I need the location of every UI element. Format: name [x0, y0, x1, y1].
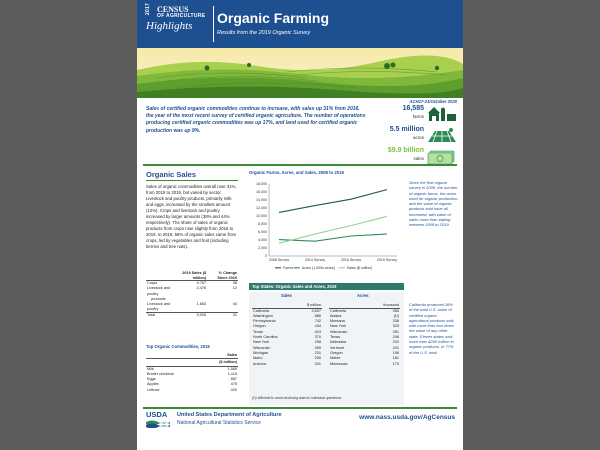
x-tick-label: 2014 Survey	[304, 258, 326, 262]
footer-divider	[143, 407, 457, 409]
table-header: ($ million)	[200, 359, 238, 366]
table-header	[146, 271, 177, 281]
top-states-acres-table	[329, 303, 400, 367]
chart-title: Organic Farms, Acres, and Sales, 2008 to 2019	[249, 170, 344, 175]
key-stats	[387, 104, 459, 167]
document-id: ACH17-21/October 2020	[409, 99, 457, 104]
y-tick-label: 4,000	[258, 238, 267, 243]
organic-sales-heading: Organic Sales	[146, 170, 197, 179]
state-name: Michigan	[253, 350, 269, 355]
state-value: 3,597	[311, 308, 321, 313]
state-name: Nebraska	[330, 340, 347, 345]
farm-landscape-banner	[137, 48, 463, 98]
state-name: New York	[253, 340, 270, 345]
state-value: 269	[314, 345, 321, 350]
logo-year: 2017	[145, 3, 151, 15]
california-note: California produced 36% of the total U.S. value of certified organic agricultural products sold, with more than four times the value of any other state. Eleven states sold more than $200 million in organic products, or 77% of the U.S. total.	[409, 302, 455, 355]
legend-label: Farms	[283, 266, 294, 270]
state-name: Arizona	[253, 361, 266, 366]
state-value: 323	[392, 324, 399, 329]
legend-label: Sales ($ million)	[346, 266, 373, 270]
table-cell: 1,585	[227, 366, 237, 371]
nass-name: National Agricultural Statistics Service	[177, 420, 261, 426]
table-row	[252, 362, 322, 367]
table-cell: Eggs	[147, 377, 156, 382]
y-tick-label: 16,000	[256, 190, 267, 195]
state-name: Vermont	[330, 345, 345, 350]
state-name: Oregon	[330, 350, 343, 355]
usda-agency-name: United States Department of Agriculture	[177, 412, 282, 418]
legend-label: Acres (1,000s acres)	[301, 266, 335, 270]
table-cell: Apples	[147, 382, 159, 387]
y-tick-label: 14,000	[256, 198, 267, 203]
table-cell: 1,663	[196, 302, 207, 306]
stat-value: $9.9 billion	[387, 147, 424, 154]
census-url-link[interactable]: www.nass.usda.gov/AgCensus	[359, 414, 455, 421]
page-subtitle: Results from the 2019 Organic Survey	[217, 30, 311, 36]
state-value: 434	[314, 324, 321, 329]
header-bar	[137, 0, 463, 48]
state-name: Oregon	[253, 324, 266, 329]
table-header: thousand	[366, 303, 400, 308]
x-tick-label: 2016 Survey	[340, 258, 362, 262]
state-value: 965	[392, 308, 399, 313]
table-cell: 9,926	[177, 313, 207, 319]
state-name: Minnesota	[330, 361, 348, 366]
state-value: 231	[314, 350, 321, 355]
page-title: Organic Farming	[217, 10, 330, 26]
stat-unit: farms	[412, 114, 424, 119]
top-commodities-table	[146, 352, 238, 393]
usda-logo-text: USDA	[146, 410, 168, 419]
farm-icon	[427, 106, 457, 122]
acres-column-heading: Acres	[357, 293, 369, 298]
state-name: North Carolina	[253, 335, 278, 340]
stat-unit: sales	[413, 156, 424, 161]
state-value: 181	[392, 356, 399, 361]
money-icon	[427, 148, 457, 164]
chart-note: Since the first organic survey in 2008, the number of organic farms, the acres used for organic production, and the value of organic products sold have all increased, with value of sales more than tripling between 2008 to 2019.	[409, 180, 459, 228]
heading-underline	[146, 180, 238, 181]
farms-acres-sales-line-chart	[247, 178, 405, 274]
table-header: Sales	[200, 352, 238, 359]
state-value: 246	[392, 335, 399, 340]
state-value: 886	[314, 313, 321, 318]
logo-highlights: Highlights	[146, 20, 193, 32]
table-cell: 1,115	[227, 372, 237, 377]
table-cell: 12	[232, 286, 237, 291]
table-cell: Total	[146, 313, 177, 319]
table-cell: Livestock and poultry	[147, 286, 171, 296]
table-header: $ million	[296, 303, 322, 308]
state-value: 201	[314, 361, 321, 366]
y-tick-label: 12,000	[256, 206, 267, 211]
table-footnote: (D) Withheld to avoid disclosing data for individual operations.	[252, 396, 343, 400]
stat-farms	[387, 104, 459, 125]
table-cell: 475	[230, 382, 237, 387]
sales-column-heading: Sales	[281, 293, 292, 298]
series-line-2	[279, 216, 387, 243]
y-tick-label: 6,000	[258, 230, 267, 235]
state-value: 251	[392, 329, 399, 334]
field-icon	[427, 127, 457, 143]
y-tick-label: 18,000	[256, 182, 267, 187]
table-row-total	[146, 313, 238, 319]
table-cell: Milk	[147, 366, 154, 371]
state-value: 742	[314, 319, 321, 324]
state-name: Alaska	[330, 313, 342, 318]
state-value: 370	[314, 335, 321, 340]
state-value: 232	[392, 340, 399, 345]
state-name: California	[330, 308, 347, 313]
state-name: Maine	[330, 356, 341, 361]
x-tick-label: 2008 Survey	[268, 258, 290, 262]
y-tick-label: 8,000	[258, 222, 267, 227]
table-cell: 887	[230, 377, 237, 382]
state-value: (D)	[393, 313, 399, 318]
table-cell: 38	[232, 281, 237, 286]
top-states-panel	[249, 292, 404, 405]
intro-paragraph: Sales of certified organic commodities continue to increase, with sales up 31% from 2016, the year of the most recent survey of certified organic agriculture. The number of operations producing certified organic commodities was up 17%, and land used for certified organic production was up 9%.	[146, 106, 366, 134]
table-header: % Change Since 2016	[207, 271, 238, 281]
state-name: Texas	[330, 335, 340, 340]
state-value: 336	[392, 319, 399, 324]
state-name: Idaho	[253, 356, 263, 361]
table-cell: Crops	[147, 281, 158, 286]
sales-by-sector-table	[146, 271, 238, 319]
state-name: California	[253, 308, 270, 313]
state-name: Wisconsin	[330, 329, 348, 334]
series-line-1	[279, 234, 387, 241]
state-value: 424	[314, 329, 321, 334]
top-states-sales-table	[252, 303, 322, 367]
logo-of-agriculture: OF AGRICULTURE	[157, 13, 206, 19]
y-tick-label: 2,000	[258, 246, 267, 251]
document-page	[137, 0, 463, 450]
table-cell: Livestock and poultry	[147, 302, 171, 312]
state-name: Wisconsin	[253, 345, 271, 350]
top-states-heading: Top States: Organic Sales and Acres, 2019	[249, 283, 404, 290]
stat-value: 16,585	[402, 105, 424, 112]
stat-unit: acres	[412, 135, 424, 140]
table-cell: products	[151, 296, 166, 301]
stat-acres	[387, 125, 459, 146]
table-cell: 5,787	[196, 281, 207, 286]
usda-logo-mark	[146, 419, 170, 428]
table-row	[146, 302, 238, 313]
usda-logo	[146, 410, 172, 430]
state-name: New York	[330, 324, 347, 329]
state-name: Washington	[253, 313, 273, 318]
organic-sales-body: Sales of organic commodities overall rose 31%, from 2016 to 2019, but varied by sector. Livestock and poultry products, primarily milk and eggs, increased by the smallest amount (12%). Crops and livestock and poultry increased by larger amounts (38% and 44% respectively). The share of sales of organic products from crops rose slightly from 2016 to 2019. In 2019, 58% of organic sales came from crops, led by vegetables and fruit (including berries and tree nuts).	[146, 184, 237, 249]
state-value: 201	[392, 345, 399, 350]
state-value: 196	[392, 350, 399, 355]
header-divider	[213, 6, 214, 42]
table-cell: 2,476	[196, 286, 207, 291]
top-commodities-heading: Top Organic Commodities, 2019	[146, 344, 210, 349]
table-header: 2019 Sales ($ million)	[177, 271, 207, 281]
table-cell: Lettuce	[147, 387, 160, 392]
state-value: 298	[314, 340, 321, 345]
table-row	[329, 362, 400, 367]
x-tick-label: 2019 Survey	[376, 258, 398, 262]
y-tick-label: 10,000	[256, 214, 267, 219]
table-cell: Broiler chickens	[147, 372, 174, 377]
state-name: Pennsylvania	[253, 319, 276, 324]
state-value: 206	[314, 356, 321, 361]
section-divider	[143, 164, 457, 166]
state-name: Texas	[253, 329, 263, 334]
logo-census: CENSUS	[157, 5, 189, 14]
series-line-0	[279, 190, 387, 213]
table-cell: 31	[207, 313, 238, 319]
state-name: Montana	[330, 319, 345, 324]
table-row	[146, 286, 238, 296]
y-tick-label: 0	[265, 254, 267, 259]
census-logo	[143, 3, 209, 44]
table-row	[146, 388, 238, 393]
table-cell: 400	[230, 387, 237, 392]
table-cell: 44	[232, 302, 237, 306]
stat-value: 5.5 million	[389, 126, 424, 133]
state-value: 173	[392, 361, 399, 366]
